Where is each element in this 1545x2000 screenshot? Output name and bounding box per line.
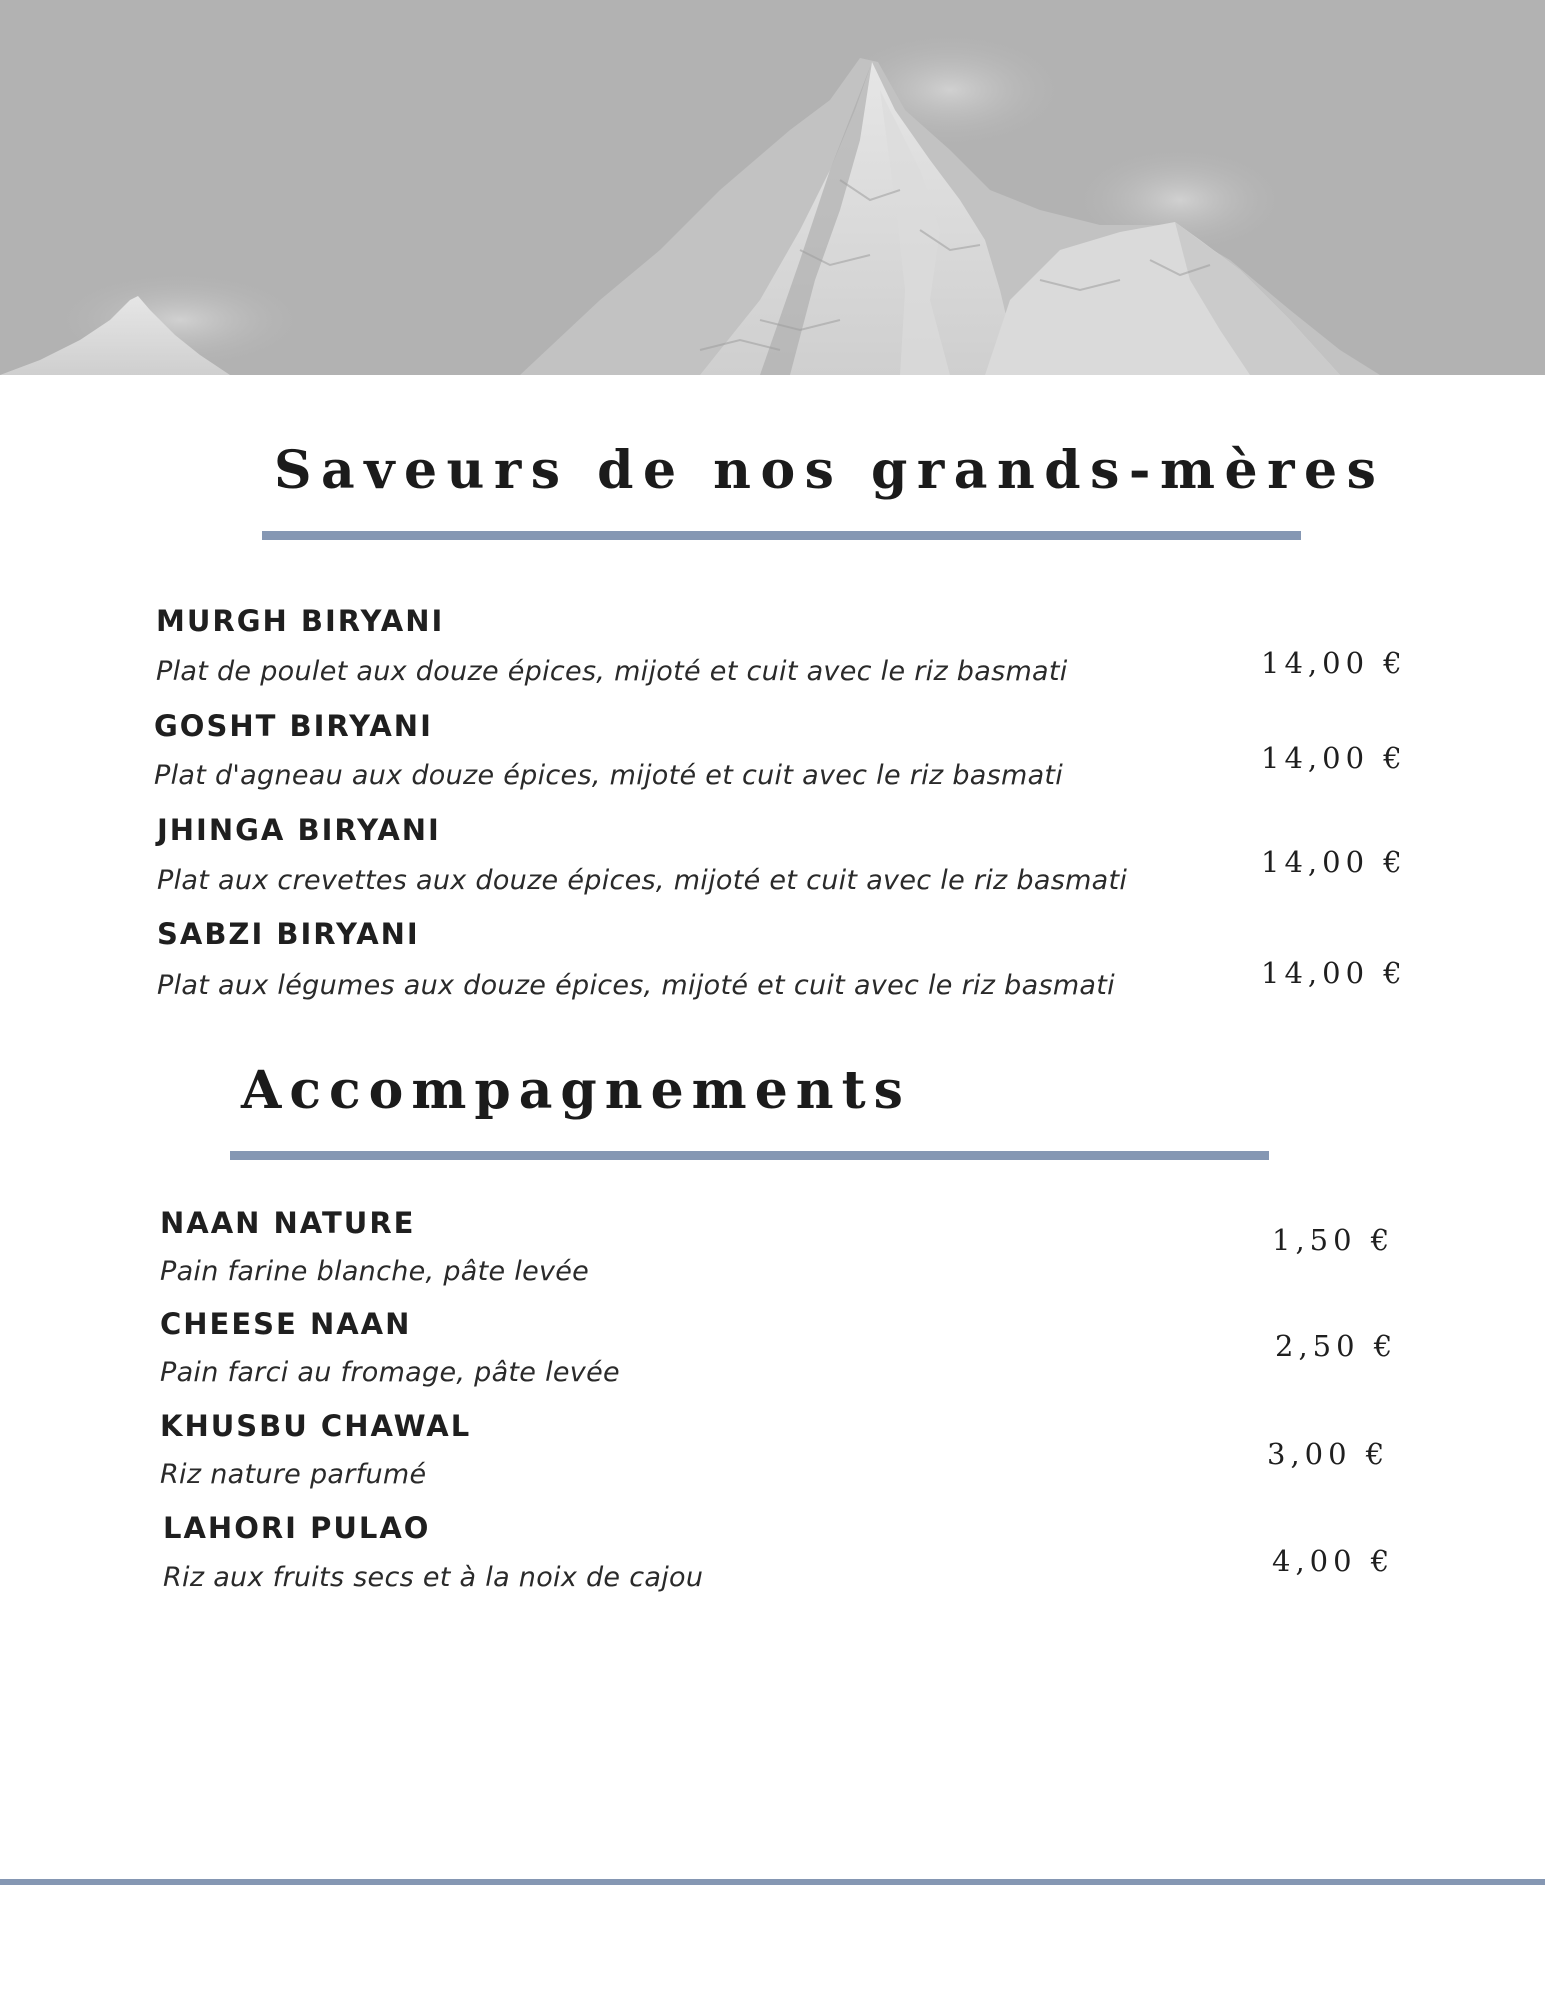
footer-rule: [0, 1879, 1545, 1885]
dish-price: 14,00 €: [1261, 956, 1407, 990]
dish-price: 14,00 €: [1261, 646, 1407, 680]
dish-price: 4,00 €: [1272, 1544, 1395, 1578]
mountain-peak-illustration: [0, 0, 1545, 375]
section-underline: [262, 531, 1301, 540]
dish-price: 3,00 €: [1267, 1437, 1390, 1471]
dish-name: KHUSBU CHAWAL: [160, 1409, 472, 1443]
dish-price: 1,50 €: [1272, 1223, 1395, 1257]
dish-price: 14,00 €: [1261, 845, 1407, 879]
section-title-sides: Accompagnements: [241, 1060, 911, 1121]
section-title-main-dishes: Saveurs de nos grands-mères: [274, 440, 1386, 501]
dish-name: MURGH BIRYANI: [156, 604, 445, 638]
dish-price: 14,00 €: [1261, 741, 1407, 775]
dish-name: CHEESE NAAN: [160, 1307, 412, 1341]
section-underline: [230, 1151, 1269, 1160]
dish-description: Riz nature parfumé: [160, 1459, 427, 1490]
dish-name: NAAN NATURE: [160, 1206, 416, 1240]
mountain-hero-image: [0, 0, 1545, 375]
dish-description: Pain farci au fromage, pâte levée: [160, 1357, 620, 1388]
dish-name: JHINGA BIRYANI: [157, 813, 441, 847]
dish-description: Plat aux crevettes aux douze épices, mijoté et cuit avec le riz basmati: [157, 865, 1128, 896]
dish-description: Plat aux légumes aux douze épices, mijoté et cuit avec le riz basmati: [157, 970, 1115, 1001]
dish-description: Plat d'agneau aux douze épices, mijoté et cuit avec le riz basmati: [154, 760, 1064, 791]
dish-description: Plat de poulet aux douze épices, mijoté et cuit avec le riz basmati: [156, 656, 1068, 687]
dish-price: 2,50 €: [1275, 1329, 1398, 1363]
dish-name: LAHORI PULAO: [163, 1511, 431, 1545]
dish-name: SABZI BIRYANI: [157, 917, 420, 951]
dish-description: Pain farine blanche, pâte levée: [160, 1256, 590, 1287]
dish-description: Riz aux fruits secs et à la noix de cajou: [163, 1562, 704, 1593]
dish-name: GOSHT BIRYANI: [154, 709, 433, 743]
